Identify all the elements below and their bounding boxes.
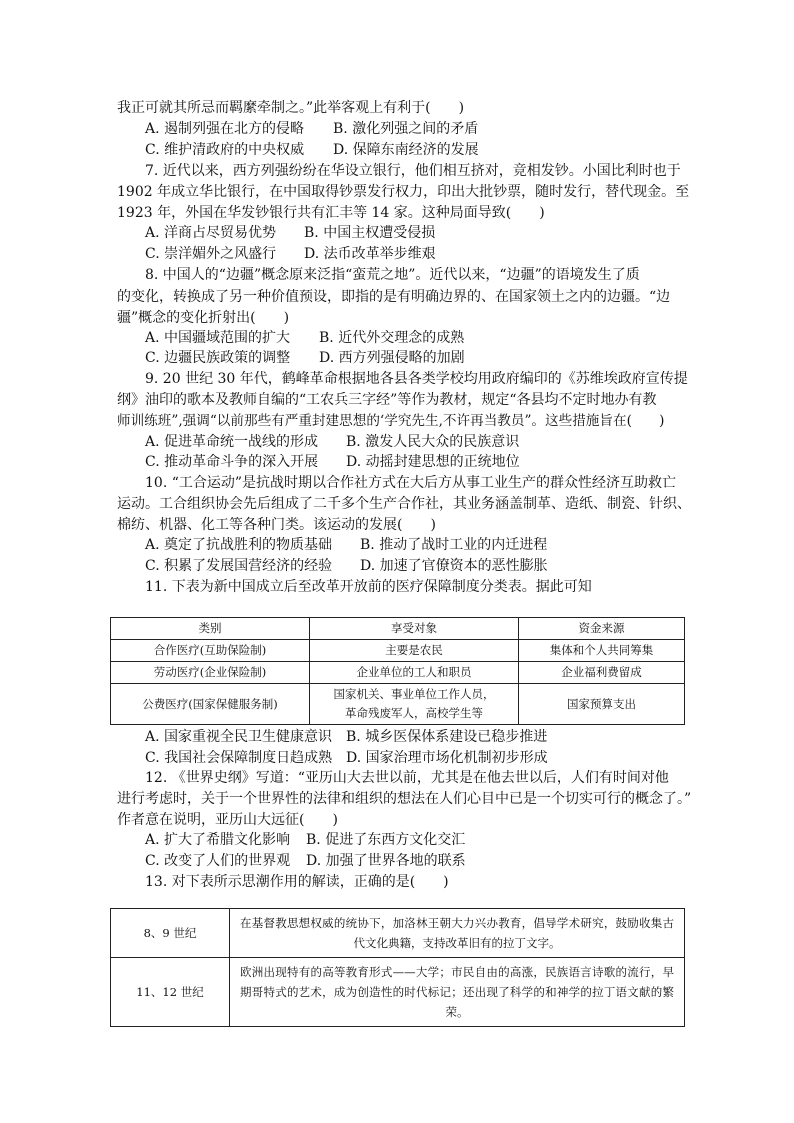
q9-option-b: B. 激发人民大众的民族意识 bbox=[346, 434, 520, 450]
q8-option-a: A. 中国疆域范围的扩大 bbox=[145, 330, 291, 346]
table-row bbox=[111, 640, 685, 662]
table-cell: 企业福利费留成 bbox=[519, 662, 685, 684]
q10-option-a: A. 奠定了抗战胜利的物质基础 bbox=[145, 537, 333, 553]
q10-stem-3: 棉纺、机器、化工等各种门类。该运动的发展( ) bbox=[117, 517, 436, 533]
table-cell-line: 革命残废军人，高校学生等 bbox=[345, 706, 483, 720]
q7-stem-1: 7. 近代以来，西方列强纷纷在华设立银行，他们相互挤对，竞相发钞。小国比利时也于 bbox=[145, 163, 681, 179]
table-cell: 企业单位的工人和职员 bbox=[310, 662, 519, 684]
medical-insurance-table bbox=[110, 617, 685, 725]
q8-stem-1: 8. 中国人的“边疆”概念原来泛指“蛮荒之地”。近代以来，“边疆”的语境发生了质 bbox=[145, 267, 640, 283]
table-row bbox=[111, 684, 685, 725]
q7-option-c: C. 崇洋媚外之风盛行 bbox=[145, 246, 277, 262]
q10-option-d: D. 加速了官僚资本的恶性膨胀 bbox=[360, 558, 548, 574]
q9-option-c: C. 推动革命斗争的深入开展 bbox=[145, 454, 319, 470]
q10-stem-2: 运动。工合组织协会先后组成了二千多个生产合作社，其业务涵盖制革、造纸、制瓷、针织、 bbox=[117, 496, 691, 512]
table-row bbox=[111, 958, 685, 1027]
q12-option-a: A. 扩大了希腊文化影响 bbox=[145, 832, 291, 848]
q6-option-d: D. 保障东南经济的发展 bbox=[333, 142, 479, 158]
table-cell: 集体和个人共同筹集 bbox=[519, 640, 685, 662]
q11-option-d: D. 国家治理市场化机制初步形成 bbox=[346, 750, 548, 766]
q11-option-a: A. 国家重视全民卫生健康意识 bbox=[145, 729, 333, 745]
thought-trend-table bbox=[110, 908, 685, 1027]
table-cell bbox=[310, 684, 519, 725]
q12-stem-2: 进行考虑时，关于一个世界性的法律和组织的想法在人们心目中已是一个切实可行的概念了。” bbox=[117, 791, 692, 807]
table-cell-period: 11、12 世纪 bbox=[111, 958, 230, 1027]
q9-stem-3: 师训练班”,强调“以前那些有严重封建思想的‘学究先生,不许再当教员”。这些措施旨在( ) bbox=[117, 413, 665, 429]
q8-option-c: C. 边疆民族政策的调整 bbox=[145, 350, 291, 366]
q12-option-c: C. 改变了人们的世界观 bbox=[145, 853, 291, 869]
q12-stem-1: 12. 《世界史纲》写道：“亚历山大去世以前，尤其是在他去世以后，人们有时间对他 bbox=[145, 770, 669, 786]
table-header-cell: 享受对象 bbox=[310, 618, 519, 640]
q7-option-d: D. 法币改革举步维艰 bbox=[304, 246, 436, 262]
q7-stem-2: 1902 年成立华比银行，在中国取得钞票发行权力，印出大批钞票，随时发行，替代现金。至 bbox=[117, 184, 690, 200]
q9-option-a: A. 促进革命统一战线的形成 bbox=[145, 434, 319, 450]
q11-option-c: C. 我国社会保障制度日趋成熟 bbox=[145, 750, 333, 766]
q7-option-a: A. 洋商占尽贸易优势 bbox=[145, 225, 277, 241]
q9-stem-1: 9. 20 世纪 30 年代，鹤峰革命根据地各县各类学校均用政府编印的《苏维埃政府宣传提 bbox=[145, 371, 688, 387]
q8-option-b: B. 近代外交理念的成熟 bbox=[319, 330, 465, 346]
q12-stem-3: 作者意在说明，亚历山大远征( ) bbox=[117, 812, 338, 828]
q10-option-c: C. 积累了发展国营经济的经验 bbox=[145, 558, 333, 574]
table-row bbox=[111, 662, 685, 684]
q6-option-b: B. 激化列强之间的矛盾 bbox=[333, 121, 479, 137]
q11-option-b: B. 城乡医保体系建设已稳步推进 bbox=[346, 729, 548, 745]
table-row bbox=[111, 909, 685, 958]
table-cell-description: 欧洲出现特有的高等教育形式——大学；市民自由的高涨，民族语言诗歌的流行，早期哥特式的艺术，成为创造性的时代标记；还出现了科学的和神学的拉丁语文献的繁荣。 bbox=[230, 958, 685, 1027]
table-cell: 合作医疗(互助保险制) bbox=[111, 640, 310, 662]
table-cell: 主要是农民 bbox=[310, 640, 519, 662]
q10-stem-1: 10. “工合运动”是抗战时期以合作社方式在大后方从事工业生产的群众性经济互助救亡 bbox=[145, 475, 677, 491]
q7-option-b: B. 中国主权遭受侵损 bbox=[304, 225, 436, 241]
q13-stem: 13. 对下表所示思潮作用的解读，正确的是( ) bbox=[145, 874, 449, 890]
table-header-cell: 类别 bbox=[111, 618, 310, 640]
q8-stem-3: 疆”概念的变化折射出( ) bbox=[117, 310, 290, 326]
q12-option-b: B. 促进了东西方文化交汇 bbox=[306, 832, 466, 848]
table-header-row bbox=[111, 618, 685, 640]
q6-option-a: A. 遏制列强在北方的侵略 bbox=[145, 121, 305, 137]
table-cell-line: 国家机关、事业单位工作人员， bbox=[333, 687, 495, 701]
table-cell: 劳动医疗(企业保险制) bbox=[111, 662, 310, 684]
q9-stem-2: 纲》油印的歌本及教师自编的“工农兵三字经”等作为教材，规定“各县均不定时地办有教 bbox=[117, 392, 657, 408]
table-header-cell: 资金来源 bbox=[519, 618, 685, 640]
q6-option-c: C. 维护清政府的中央权威 bbox=[145, 142, 305, 158]
q12-option-d: D. 加强了世界各地的联系 bbox=[306, 853, 466, 869]
q10-option-b: B. 推动了战时工业的内迁进程 bbox=[360, 537, 548, 553]
table-cell-description: 在基督教思想权威的统协下，加洛林王朝大力兴办教育，倡导学术研究，鼓励收集古代文化典籍，支持改革旧有的拉丁文字。 bbox=[230, 909, 685, 958]
q11-stem: 11. 下表为新中国成立后至改革开放前的医疗保障制度分类表。据此可知 bbox=[145, 579, 592, 595]
q8-stem-2: 的变化，转换成了另一种价值预设，即指的是有明确边界的、在国家领土之内的边疆。“边 bbox=[117, 289, 671, 305]
table-cell: 公费医疗(国家保健服务制) bbox=[111, 684, 310, 725]
q6-stem-tail: 我正可就其所忌而羁縻牵制之。”此举客观上有利于( ) bbox=[117, 100, 465, 116]
q8-option-d: D. 西方列强侵略的加剧 bbox=[319, 350, 465, 366]
q9-option-d: D. 动摇封建思想的正统地位 bbox=[346, 454, 520, 470]
table-cell: 国家预算支出 bbox=[519, 684, 685, 725]
q7-stem-3: 1923 年，外国在华发钞银行共有汇丰等 14 家。这种局面导致( ) bbox=[117, 205, 545, 221]
table-cell-period: 8、9 世纪 bbox=[111, 909, 230, 958]
